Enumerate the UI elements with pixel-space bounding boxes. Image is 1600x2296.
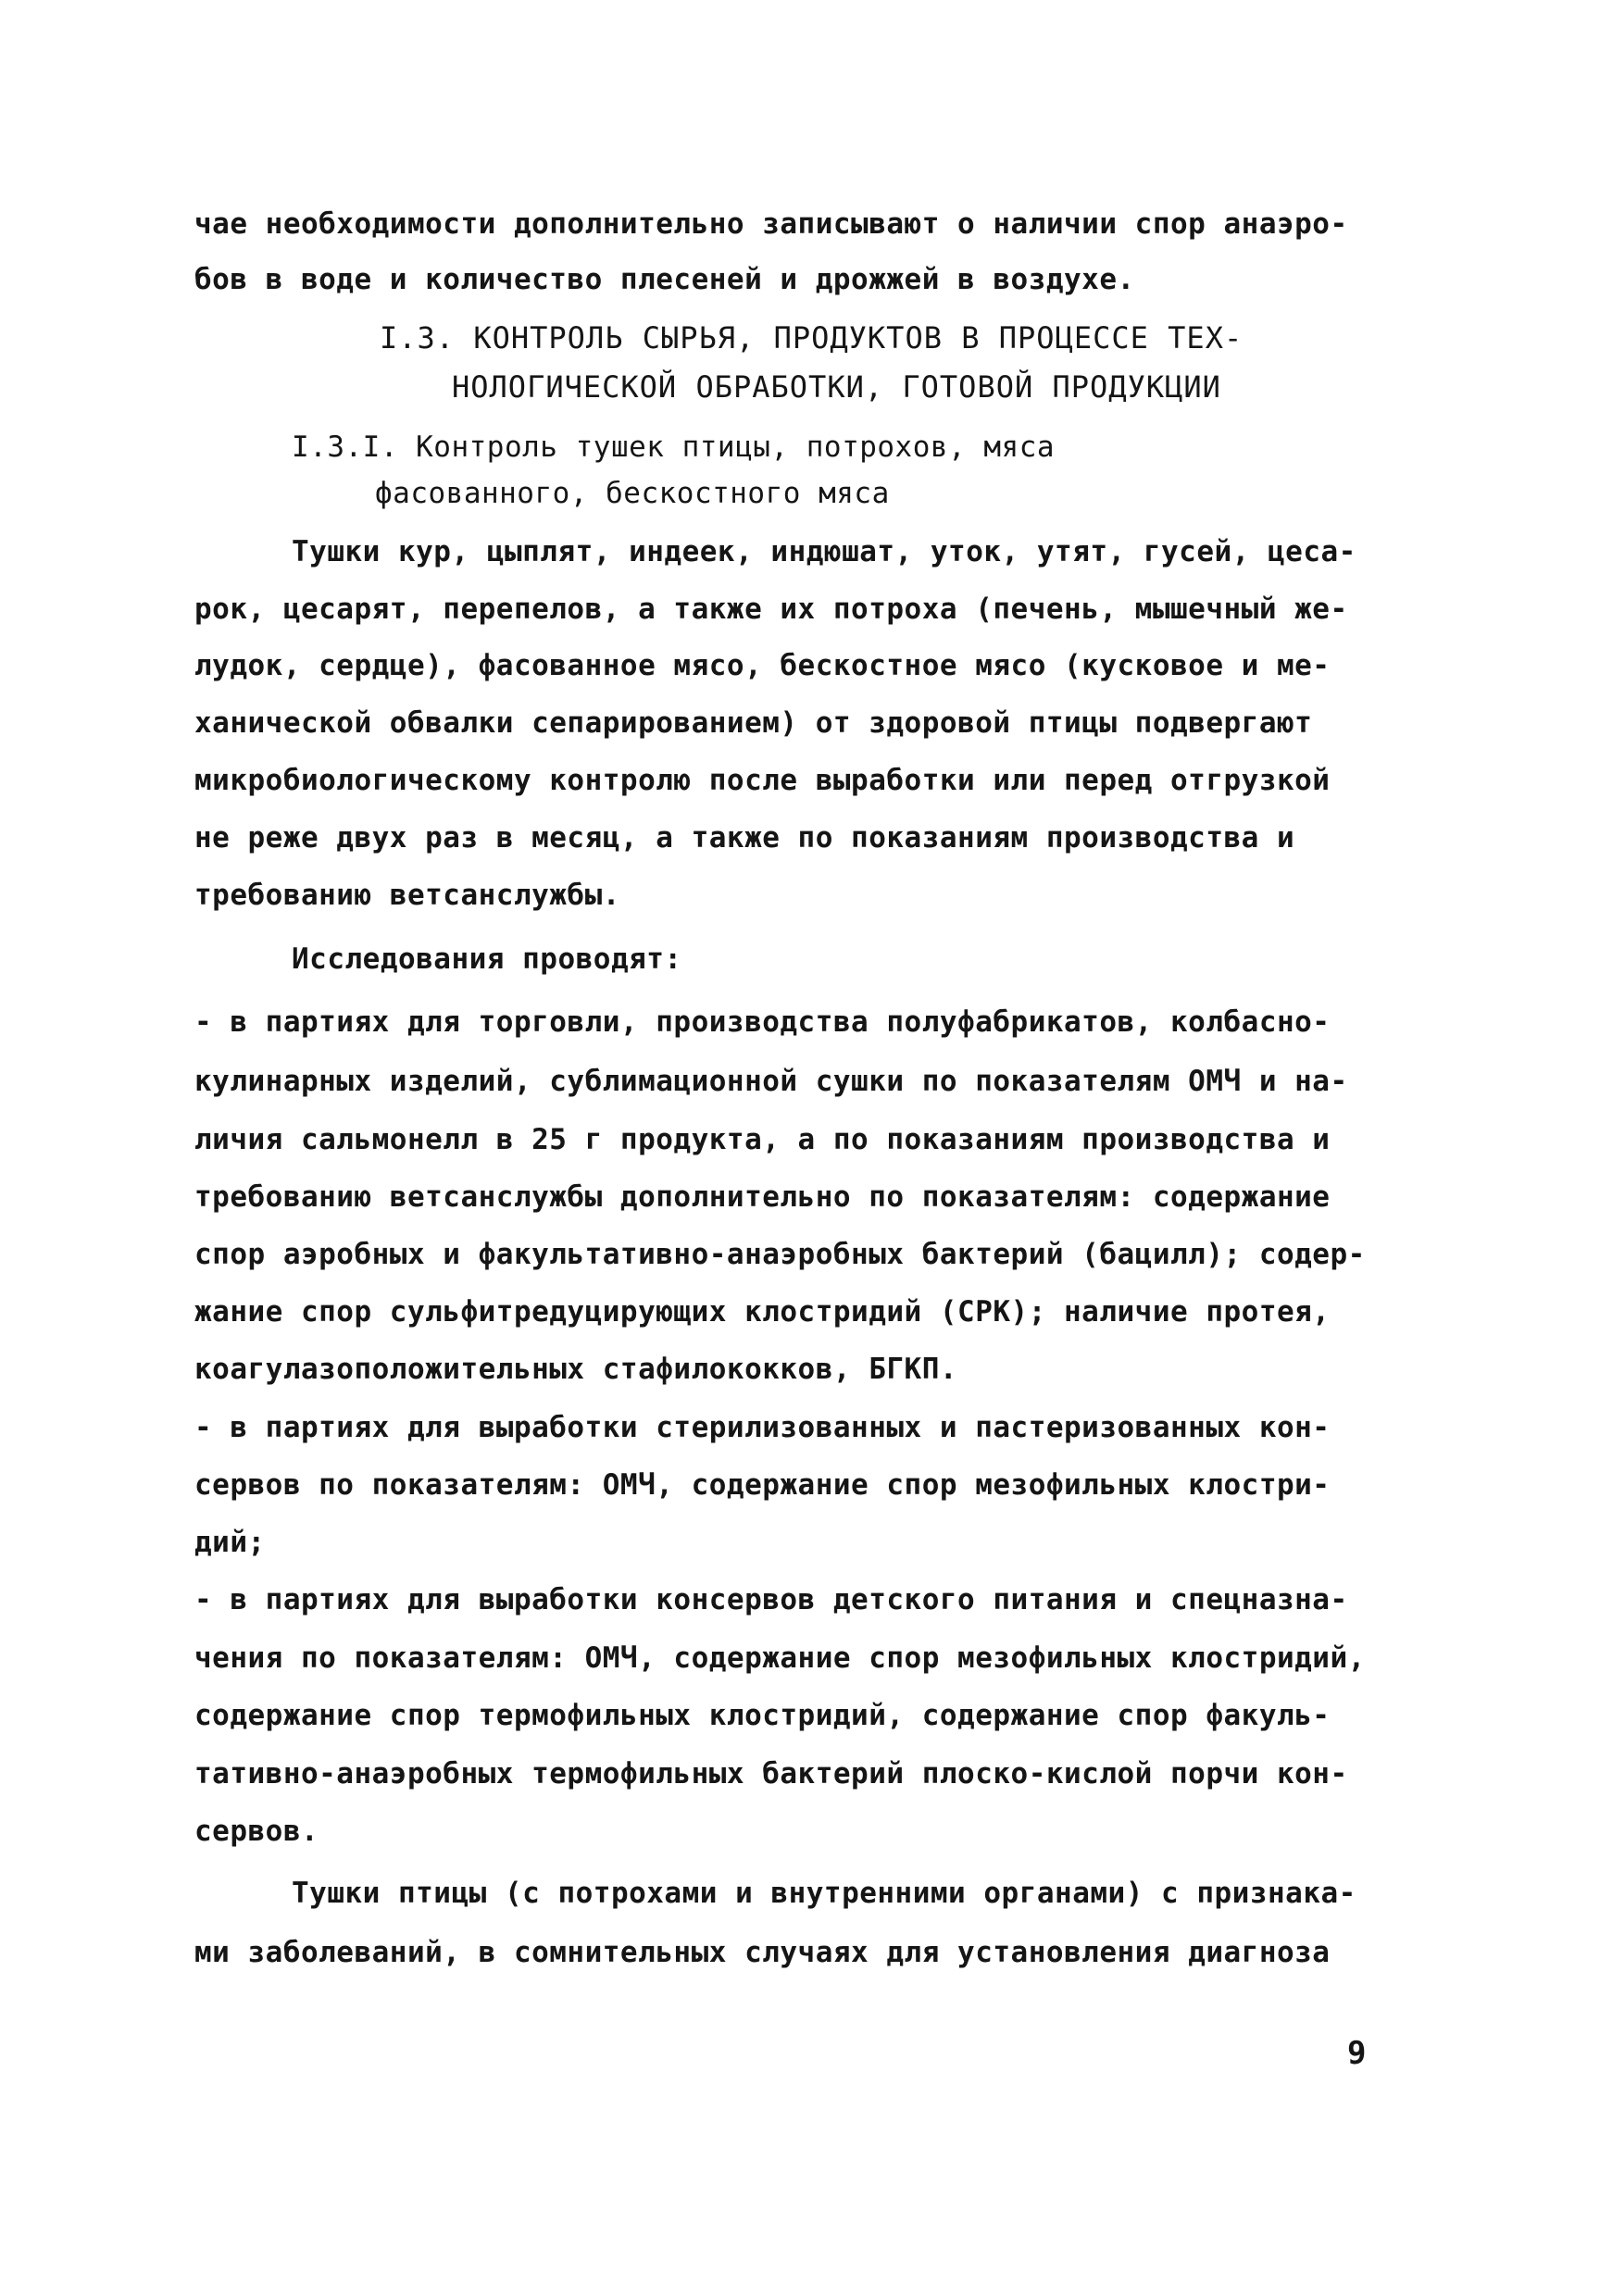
paragraph-line: ханической обвалки сепарированием) от здоровой птицы подвергают (194, 706, 1313, 740)
page-number: 9 (1347, 2035, 1367, 2072)
section-heading: I.3. КОНТРОЛЬ СЫРЬЯ, ПРОДУКТОВ В ПРОЦЕССЕ ТЕХ- (380, 320, 1244, 356)
paragraph-line: лудок, сердце), фасованное мясо, бескостное мясо (кусковое и ме- (194, 649, 1331, 682)
list-item-line: - в партиях для торговли, производства полуфабрикатов, колбасно- (194, 1005, 1331, 1039)
subsection-heading: I.3.I. Контроль тушек птицы, потрохов, мяса (292, 430, 1056, 464)
paragraph-line: Исследования проводят: (292, 942, 682, 976)
subsection-heading: фасованного, бескостного мяса (375, 477, 890, 510)
paragraph-line: ми заболеваний, в сомнительных случаях для установления диагноза (194, 1936, 1331, 1969)
list-item-line: - в партиях для выработки консервов детского питания и спецназна- (194, 1583, 1348, 1616)
list-item-line: требованию ветсанслужбы дополнительно по показателям: содержание (194, 1180, 1331, 1214)
list-item-line: коагулазоположительных стафилококков, БГКП. (194, 1353, 958, 1386)
list-item-line: тативно-анаэробных термофильных бактерий плоско-кислой порчи кон- (194, 1757, 1348, 1791)
list-item-line: чения по показателям: ОМЧ, содержание спор мезофильных клостридий, (194, 1641, 1366, 1675)
section-heading: НОЛОГИЧЕСКОЙ ОБРАБОТКИ, ГОТОВОЙ ПРОДУКЦИИ (452, 369, 1221, 405)
paragraph-line: не реже двух раз в месяц, а также по показаниям производства и (194, 821, 1295, 855)
text-line: чае необходимости дополнительно записывают о наличии спор анаэро- (194, 207, 1348, 241)
paragraph-line: микробиологическому контролю после выработки или перед отгрузкой (194, 764, 1331, 797)
list-item-line: кулинарных изделий, сублимационной сушки по показателям ОМЧ и на- (194, 1065, 1348, 1098)
text-line: бов в воде и количество плесеней и дрожжей в воздухе. (194, 263, 1135, 296)
paragraph-line: Тушки кур, цыплят, индеек, индюшат, уток, утят, гусей, цеса- (292, 535, 1356, 568)
paragraph-line: требованию ветсанслужбы. (194, 879, 620, 912)
list-item-line: сервов по показателям: ОМЧ, содержание спор мезофильных клостри- (194, 1468, 1331, 1502)
paragraph-line: Тушки птицы (с потрохами и внутренними органами) с признака- (292, 1877, 1356, 1910)
list-item-line: - в партиях для выработки стерилизованных и пастеризованных кон- (194, 1411, 1331, 1444)
list-item-line: жание спор сульфитредуцирующих клостридий (СРК); наличие протея, (194, 1295, 1331, 1329)
paragraph-line: рок, цесарят, перепелов, а также их потроха (печень, мышечный же- (194, 593, 1348, 626)
list-item-line: дий; (194, 1526, 266, 1559)
list-item-line: сервов. (194, 1815, 319, 1848)
list-item-line: содержание спор термофильных клостридий, содержание спор факуль- (194, 1699, 1331, 1732)
list-item-line: личия сальмонелл в 25 г продукта, а по показаниям производства и (194, 1123, 1331, 1156)
list-item-line: спор аэробных и факультативно-анаэробных бактерий (бацилл); содер- (194, 1238, 1366, 1271)
